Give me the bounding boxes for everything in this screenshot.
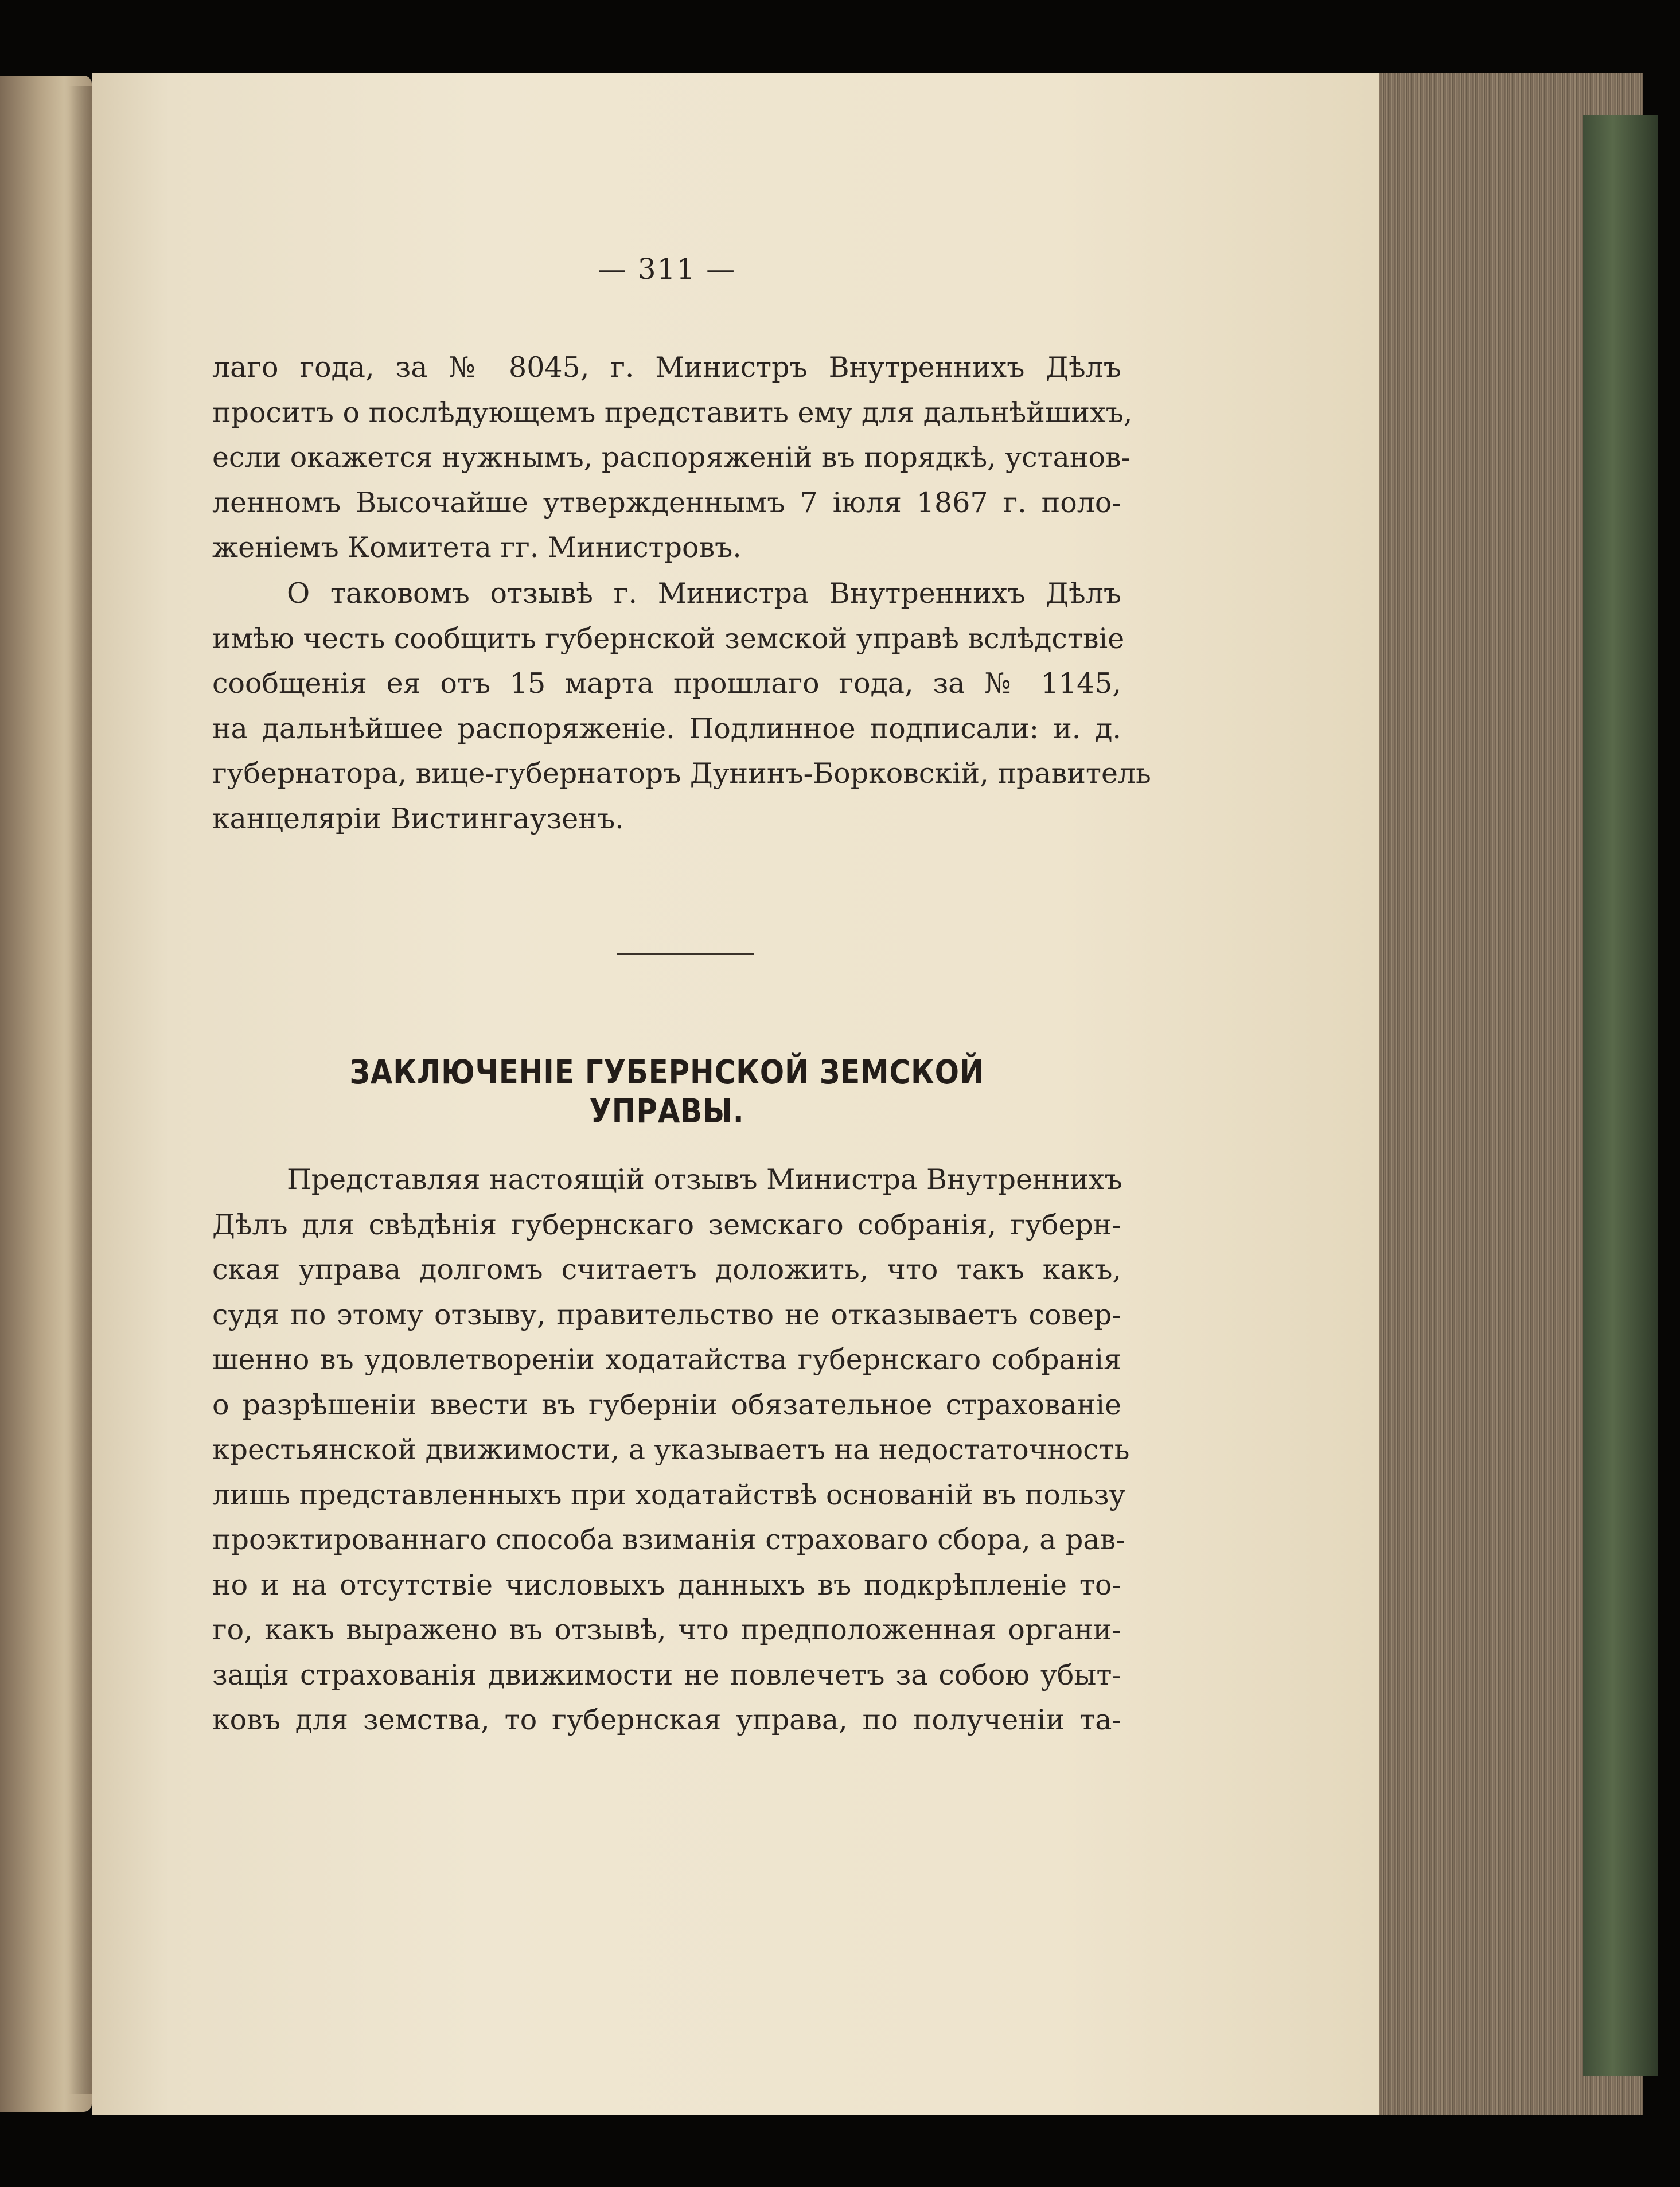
text-line: проэктированнаго способа взиманія страховаго сбора, а рав- xyxy=(212,1523,1125,1556)
text-line: но и на отсутствіе числовыхъ данныхъ въ подкрѣпленіе то- xyxy=(212,1568,1121,1601)
text-line: лишь представленныхъ при ходатайствѣ основаній въ пользу xyxy=(212,1478,1126,1511)
text-line: сообщенія ея отъ 15 марта прошлаго года, за № 1145, xyxy=(212,667,1121,700)
text-line: ленномъ Высочайше утвержденнымъ 7 іюля 1867 г. поло- xyxy=(212,486,1121,519)
text-line: о разрѣшеніи ввести въ губерніи обязательное страхованіе xyxy=(212,1388,1121,1421)
text-line: крестьянской движимости, а указываетъ на недостаточность xyxy=(212,1433,1130,1466)
paragraph-continuation xyxy=(212,345,1133,571)
text-line: проситъ о послѣдующемъ представить ему для дальнѣйшихъ, xyxy=(212,396,1133,429)
text-line: ковъ для земства, то губернская управа, по полученіи та- xyxy=(212,1703,1121,1736)
text-line: если окажется нужнымъ, распоряженій въ порядкѣ, установ- xyxy=(212,441,1131,474)
text-line: го, какъ выражено въ отзывѣ, что предположенная органи- xyxy=(212,1613,1121,1646)
text-line: ская управа долгомъ считаетъ доложить, что такъ какъ, xyxy=(212,1253,1121,1286)
text-line: Представляя настоящій отзывъ Министра Внутреннихъ xyxy=(287,1163,1122,1196)
text-line: шенно въ удовлетвореніи ходатайства губернскаго собранія xyxy=(212,1343,1121,1376)
marbled-cover-edge xyxy=(1583,115,1658,2076)
text-line: имѣю честь сообщить губернской земской управѣ вслѣдствіе xyxy=(212,622,1125,655)
text-line: на дальнѣйшее распоряженіе. Подлинное подписали: и. д. xyxy=(212,712,1121,745)
text-line: канцеляріи Вистингаузенъ. xyxy=(212,802,624,835)
paragraph-conclusion xyxy=(212,1157,1130,1743)
text-line: зація страхованія движимости не повлечетъ за собою убыт- xyxy=(212,1658,1121,1691)
page-number: — 311 — xyxy=(597,252,736,286)
text-line: женіемъ Комитета гг. Министровъ. xyxy=(212,531,742,564)
text-line: судя по этому отзыву, правительство не отказываетъ совер- xyxy=(212,1298,1121,1331)
section-heading: ЗАКЛЮЧЕНІЕ ГУБЕРНСКОЙ ЗЕМСКОЙ УПРАВЫ. xyxy=(349,1052,984,1130)
section-divider-rule xyxy=(617,953,754,955)
text-line: О таковомъ отзывѣ г. Министра Внутреннихъ Дѣлъ xyxy=(287,577,1121,610)
text-line: Дѣлъ для свѣдѣнія губернскаго земскаго собранія, губерн- xyxy=(212,1208,1121,1241)
text-line: лаго года, за № 8045, г. Министръ Внутреннихъ Дѣлъ xyxy=(212,351,1121,384)
text-line: губернатора, вице-губернаторъ Дунинъ-Борковскій, правитель xyxy=(212,757,1151,790)
paragraph-ministry-reply xyxy=(212,571,1151,841)
